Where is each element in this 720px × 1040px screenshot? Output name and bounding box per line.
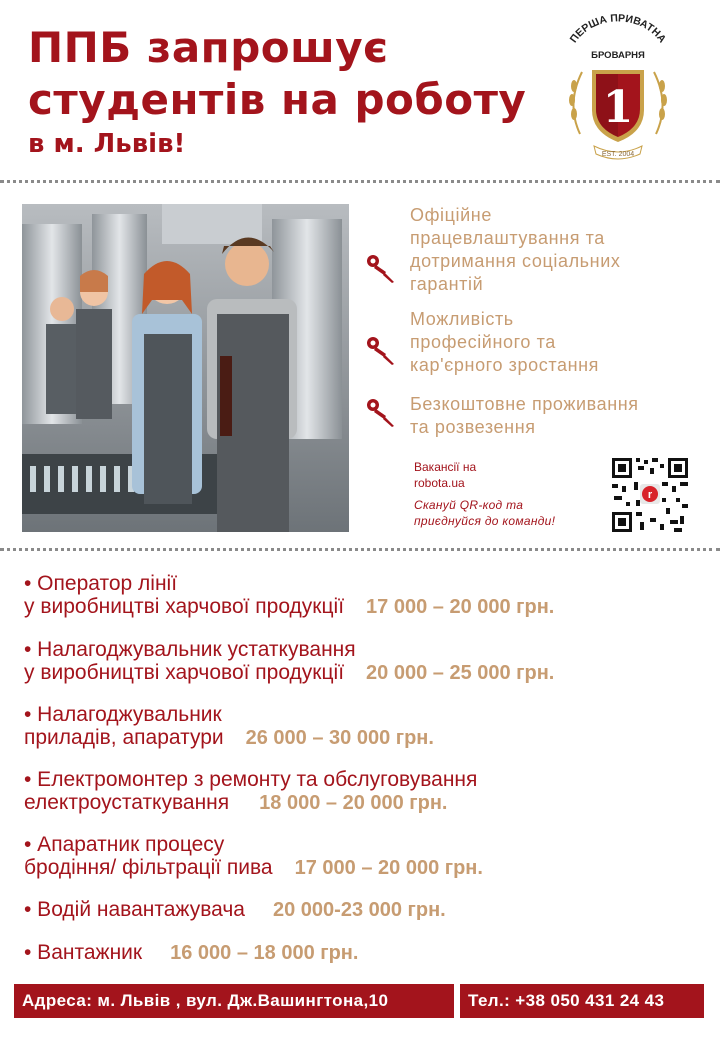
job-1-title-cont: у виробництві харчової продукції: [24, 595, 345, 618]
benefit-1-line-3: дотримання соціальних: [410, 251, 621, 271]
job-2-title: • Налагоджувальник устаткування: [24, 638, 356, 661]
benefit-2-line-3: кар'єрного зростання: [410, 355, 600, 375]
job-item-3: [24, 703, 704, 750]
job-item-6: [24, 898, 704, 922]
scan-note-line-1: Скануй QR-код та: [414, 498, 524, 512]
pushpin-icon: [364, 394, 396, 428]
job-3-salary: 26 000 – 30 000 грн.: [245, 727, 434, 749]
divider-middle: [0, 548, 720, 551]
pushpin-icon: [364, 250, 396, 284]
benefit-3-line-2: та розвезення: [410, 417, 536, 437]
job-5-salary: 17 000 – 20 000 грн.: [294, 857, 483, 879]
workers-photo: [22, 204, 349, 532]
scan-note-line-2: приєднуйся до команди!: [414, 514, 556, 528]
svg-text:r: r: [647, 489, 653, 501]
logo-shield-icon: [558, 14, 678, 164]
benefit-2-line-2: професійного та: [410, 332, 556, 352]
job-6-title: • Водій навантажувача: [24, 898, 245, 921]
job-3-title-cont: приладів, апаратури: [24, 726, 224, 749]
benefit-item-2: [410, 308, 710, 377]
qr-code-icon[interactable]: [610, 456, 690, 534]
job-7-title: • Вантажник: [24, 941, 143, 964]
job-3-title: • Налагоджувальник: [24, 703, 222, 726]
job-item-4: [24, 768, 704, 815]
job-1-salary: 17 000 – 20 000 грн.: [366, 596, 555, 618]
title-line-1: ППБ запрошує: [28, 23, 389, 72]
page-subtitle: в м. Львів!: [28, 129, 186, 159]
job-item-1: [24, 572, 704, 619]
job-item-7: [24, 941, 704, 965]
footer-phone[interactable]: Тел.: +38 050 431 24 43: [460, 984, 704, 1018]
footer-address: Адреса: м. Львів , вул. Дж.Вашингтона,10: [14, 984, 454, 1018]
benefit-item-1: [410, 204, 710, 296]
benefit-3-line-1: Безкоштовне проживання: [410, 394, 639, 414]
vacancies-note-line-2: robota.ua: [414, 476, 465, 490]
job-2-salary: 20 000 – 25 000 грн.: [366, 662, 555, 684]
scan-note: [414, 497, 555, 529]
job-4-title-cont: електроустаткування: [24, 791, 230, 814]
job-5-title-cont: бродіння/ фільтрації пива: [24, 856, 273, 879]
pushpin-icon: [364, 332, 396, 366]
job-5-title: • Апаратник процесу: [24, 833, 225, 856]
job-4-salary: 18 000 – 20 000 грн.: [259, 792, 448, 814]
vacancies-note: [414, 459, 476, 491]
vacancies-note-line-1: Вакансії на: [414, 460, 477, 474]
page-title: [28, 22, 526, 126]
logo-top-text: ПЕРША ПРИВАТНА: [567, 14, 669, 46]
benefit-2-line-1: Можливість: [410, 309, 514, 329]
job-4-title: • Електромонтер з ремонту та обслуговування: [24, 768, 478, 791]
benefit-1-line-1: Офіційне: [410, 205, 492, 225]
logo-bottom-text: БРОВАРНЯ: [591, 50, 645, 61]
logo-number: 1: [602, 82, 634, 133]
benefit-1-line-4: гарантій: [410, 274, 484, 294]
job-7-salary: 16 000 – 18 000 грн.: [170, 942, 359, 964]
logo-est: EST. 2004: [601, 151, 635, 158]
brewery-logo: [558, 14, 678, 164]
svg-text:ПЕРША ПРИВАТНА: [568, 14, 669, 46]
job-2-title-cont: у виробництві харчової продукції: [24, 661, 345, 684]
divider-top: [0, 180, 720, 183]
job-item-2: [24, 638, 704, 685]
job-item-5: [24, 833, 704, 880]
job-6-salary: 20 000-23 000 грн.: [272, 899, 446, 921]
benefit-item-3: [410, 393, 710, 439]
job-1-title: • Оператор лінії: [24, 572, 178, 595]
robota-logo-icon: [640, 484, 660, 504]
title-line-2: студентів на роботу: [28, 75, 527, 124]
benefit-1-line-2: працевлаштування та: [410, 228, 605, 248]
